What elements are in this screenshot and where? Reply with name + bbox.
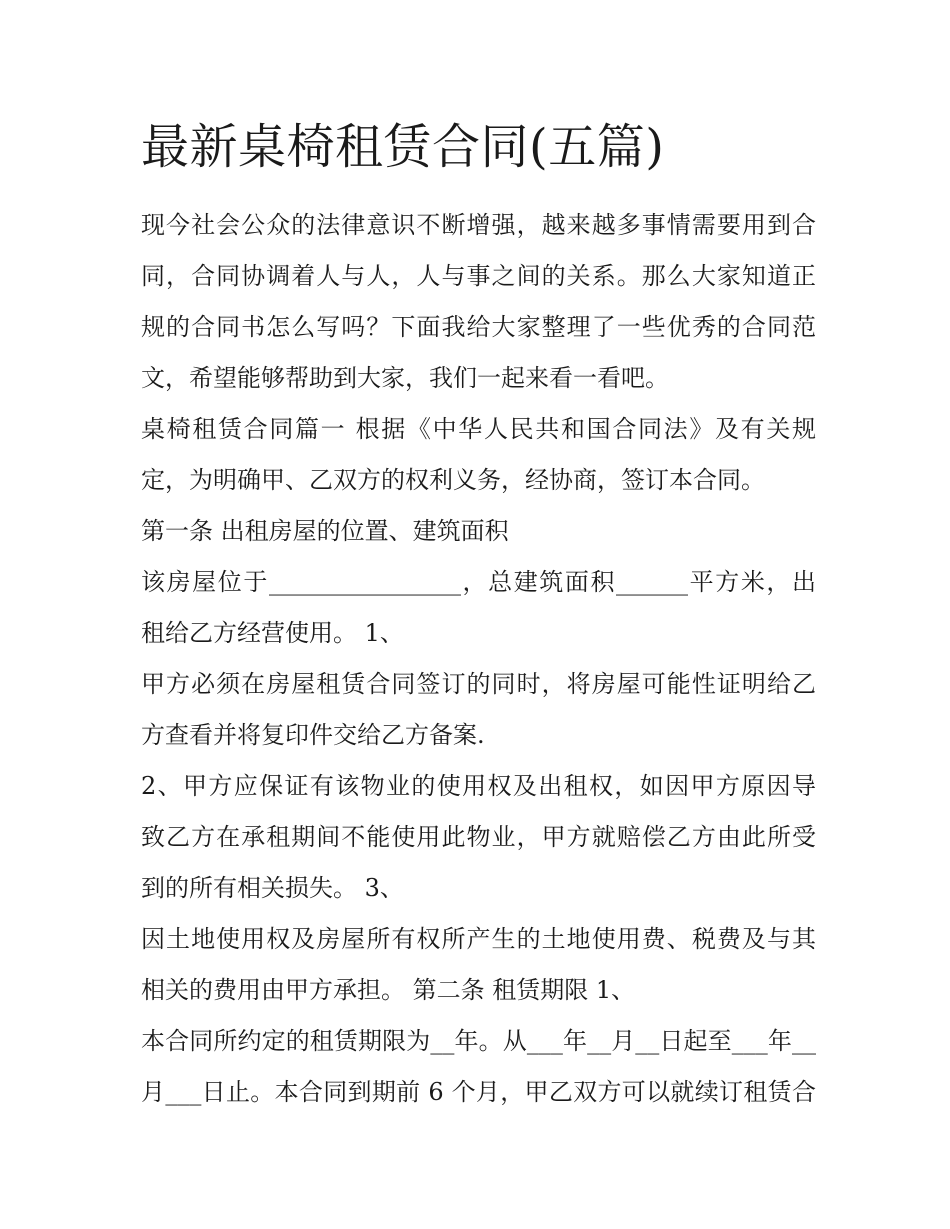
body-paragraph (141, 557, 816, 659)
body-paragraph (141, 914, 816, 1016)
text-line: 租给乙方经营使用。 1、 (141, 619, 404, 647)
text-line: 第一条 出租房屋的位置、建筑面积 (141, 517, 509, 545)
document-page (141, 110, 816, 1118)
text-line: 方查看并将复印件交给乙方备案. (141, 721, 485, 749)
document-title: 最新桌椅租赁合同(五篇) (141, 119, 665, 175)
text-line: 本合同所约定的租赁期限为__年。从___年__月__日起至___年__ (141, 1027, 816, 1055)
text-line: 月___日止。本合同到期前 6 个月，甲乙双方可以就续订租赁合 (141, 1078, 816, 1106)
text-line: 致乙方在承租期间不能使用此物业，甲方就赔偿乙方由此所受 (141, 823, 816, 851)
text-line: 现今社会公众的法律意识不断增强，越来越多事情需要用到合 (141, 211, 816, 239)
document-body (141, 200, 816, 1118)
text-line: 同，合同协调着人与人，人与事之间的关系。那么大家知道正 (141, 262, 816, 290)
text-line: 桌椅租赁合同篇一 根据《中华人民共和国合同法》及有关规 (141, 415, 816, 443)
text-line: 2、甲方应保证有该物业的使用权及出租权，如因甲方原因导 (141, 772, 816, 800)
text-line: 到的所有相关损失。 3、 (141, 874, 404, 902)
text-line: 文，希望能够帮助到大家，我们一起来看一看吧。 (141, 364, 669, 392)
body-paragraph (141, 761, 816, 914)
text-line: 甲方必须在房屋租赁合同签订的同时，将房屋可能性证明给乙 (141, 670, 816, 698)
text-line: 定，为明确甲、乙双方的权利义务，经协商，签订本合同。 (141, 466, 765, 494)
body-paragraph (141, 1016, 816, 1118)
text-line: 规的合同书怎么写吗？下面我给大家整理了一些优秀的合同范 (141, 313, 816, 341)
text-line: 该房屋位于________________，总建筑面积______平方米，出 (141, 568, 816, 596)
body-paragraph (141, 506, 816, 557)
text-line: 因土地使用权及房屋所有权所产生的土地使用费、税费及与其 (141, 925, 816, 953)
text-line: 相关的费用由甲方承担。 第二条 租赁期限 1、 (141, 976, 636, 1004)
body-paragraph (141, 659, 816, 761)
body-paragraph (141, 404, 816, 506)
body-paragraph (141, 200, 816, 404)
